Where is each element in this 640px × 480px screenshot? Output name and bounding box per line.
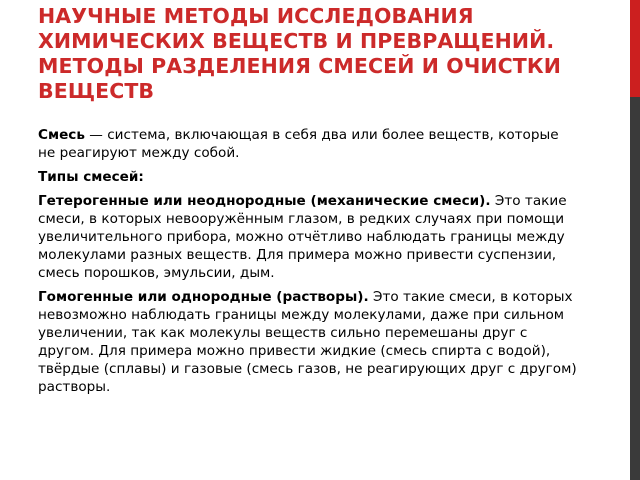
definition-text: — система, включающая в себя два или более веществ, которые не реагируют между собой. [38, 127, 559, 161]
homogeneous-paragraph [38, 288, 578, 396]
heterogeneous-text: Это такие смеси, в которых невооружённым глазом, в редких случаях при помощи увеличительного прибора, можно отчётливо наблюдать границы между молекулами разных веществ. Для примера можно привести суспензии, смесь порошков, эмульсии, дым. [38, 193, 567, 281]
types-heading: Типы смесей: [38, 169, 144, 185]
side-bar-accent [630, 0, 640, 97]
definition-term: Смесь [38, 127, 85, 143]
heterogeneous-paragraph [38, 192, 578, 282]
homogeneous-text: Это такие смеси, в которых невозможно наблюдать границы между молекулами, даже при сильном увеличении, так как молекулы веществ сильно перемешаны друг с другом. Для примера можно привести жидкие (смесь спирта с водой), твёрдые (сплавы) и газовые (смесь газов, не реагирующих друг с другом) растворы. [38, 289, 577, 395]
heterogeneous-term: Гетерогенные или неоднородные (механические смеси). [38, 193, 491, 209]
types-heading-paragraph [38, 168, 578, 186]
homogeneous-term: Гомогенные или однородные (растворы). [38, 289, 369, 305]
slide-title: НАУЧНЫЕ МЕТОДЫ ИССЛЕДОВАНИЯ ХИМИЧЕСКИХ ВЕЩЕСТВ И ПРЕВРАЩЕНИЙ. МЕТОДЫ РАЗДЕЛЕНИЯ СМЕСЕЙ И ОЧИСТКИ ВЕЩЕСТВ [38, 4, 562, 103]
slide-body [38, 126, 578, 402]
definition-paragraph [38, 126, 578, 162]
